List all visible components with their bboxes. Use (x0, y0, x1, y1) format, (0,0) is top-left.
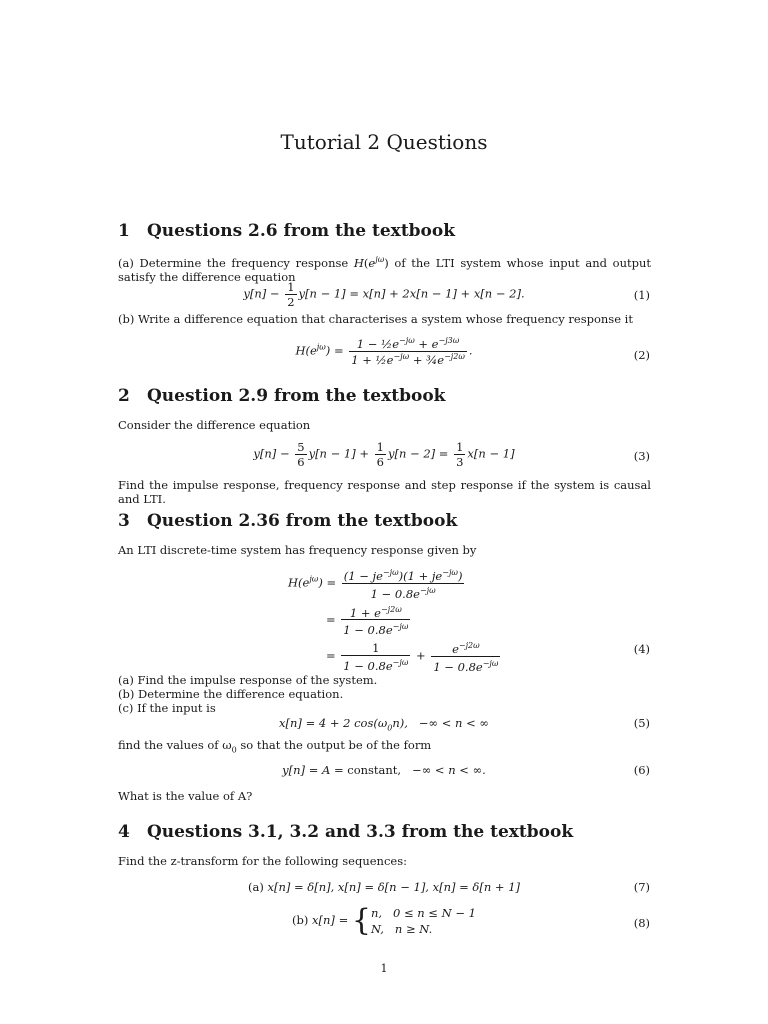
equation-3: y[n] − $\frac{5}{6}$ y[n − 1] + $\frac{1}{6}$ y[n − 2] = $\frac{1}{3}$ x[n − 1] (253, 440, 515, 469)
equation-number: (1) (633, 288, 650, 302)
paragraph: An LTI discrete-time system has frequency response given by (118, 543, 477, 557)
paragraph: What is the value of A? (118, 789, 253, 803)
equation-4: $H(e^{j\omega})$ = $\frac{(1 - je^{-j\omega})(1 + je^{-j\omega})}{1 - 0.8e^{-j\omega}}$ = $\frac{1 + e^{-j2\omega}}{1 - 0.8e^{-j\omega}}$ = $\frac{1}{1 - 0.8e^{-j\omega}}$ + $\frac{e^{-j2\omega}}{1 - 0.8e^{-j\omega}}$ (288, 568, 499, 674)
paragraph: (a) Find the impulse response of the system. (118, 673, 378, 687)
equation-8: (b) x[n] = {n, 0 ≤ n ≤ N − 1 N, n ≥ N. (292, 903, 476, 938)
page-number: 1 (380, 962, 388, 975)
text-run: so that the output be of the form (236, 738, 432, 752)
paragraph: (c) If the input is (118, 701, 216, 715)
section-number: 4 (118, 822, 130, 842)
equation-2: $H(e^{j\omega})$ = $\frac{1 - \frac{1}{2}e^{-j\omega} + e^{-j3\omega}}{1 + \frac{1}{2}e^{-j\omega} + \frac{3}{4}e^{-j2\omega}}$ . (295, 336, 473, 367)
equation-5: x[n] = 4 + 2 $\cos(\omega_0n)$, −∞ < n < ∞ (279, 716, 489, 733)
paragraph: Find the z-transform for the following sequences: (118, 854, 407, 868)
equation-number: (7) (633, 880, 650, 894)
paragraph: Consider the difference equation (118, 418, 311, 432)
section-number: 3 (118, 511, 130, 531)
paragraph: (b) Write a difference equation that characterises a system whose frequency response it (118, 312, 633, 326)
section-title: Question 2.36 from the textbook (147, 511, 458, 531)
equation-number: (8) (633, 916, 650, 930)
equation-number: (5) (633, 716, 650, 730)
section-heading (118, 221, 455, 241)
paragraph: Find the impulse response, frequency response and step response if the system is causal and LTI. (118, 478, 651, 506)
equation-number: (3) (633, 449, 650, 463)
section-title: Question 2.9 from the textbook (147, 386, 446, 406)
equation-number: (6) (633, 763, 650, 777)
equation-6: y[n] = A = constant, −∞ < n < ∞. (282, 763, 486, 777)
equation-7: (a) x[n] = δ[n], x[n] = δ[n − 1], x[n] = δ[n + 1] (248, 880, 520, 894)
section-title: Questions 2.6 from the textbook (147, 221, 456, 241)
equation-number: (2) (633, 348, 650, 362)
paragraph: (b) Determine the difference equation. (118, 687, 344, 701)
text-run: find the values of ω (118, 738, 232, 752)
subscript: 0 (231, 745, 237, 755)
section-number: 1 (118, 221, 130, 241)
paragraph: (a) Determine the frequency response $H(e^{j\omega})$ of the LTI system whose input and output satisfy the difference equation (118, 255, 651, 284)
section-heading (118, 511, 457, 531)
equation-1: y[n] − $\frac{1}{2}$ y[n − 1] = x[n] + 2x[n − 1] + x[n − 2]. (243, 280, 525, 309)
section-title: Questions 3.1, 3.2 and 3.3 from the textbook (147, 822, 574, 842)
section-number: 2 (118, 386, 130, 406)
document-title: Tutorial 2 Questions (280, 130, 488, 154)
equation-number: (4) (633, 642, 650, 656)
section-heading (118, 386, 445, 406)
paragraph (118, 738, 651, 757)
section-heading (118, 822, 573, 842)
